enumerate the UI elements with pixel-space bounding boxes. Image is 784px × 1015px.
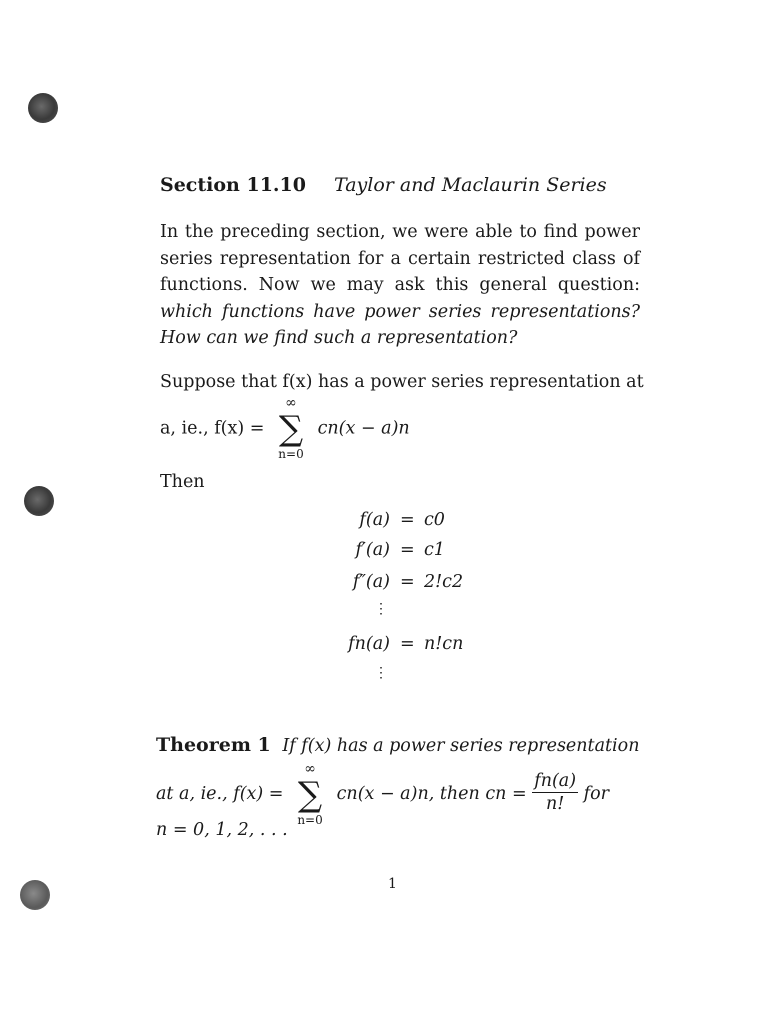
theorem-for: for [583, 784, 610, 804]
sum-upper-limit: ∞ [304, 760, 316, 777]
intro-question-text: which functions have power series representations? How can we find such a representation? [160, 301, 640, 348]
theorem-line-1 [156, 734, 638, 756]
equation-equals: = [400, 510, 415, 530]
series-definition-line [160, 395, 410, 461]
equation-rhs: 2!c2 [424, 572, 464, 592]
punch-hole [28, 93, 58, 123]
theorem-line-3: n = 0, 1, 2, . . . [156, 820, 288, 840]
section-title: Taylor and Maclaurin Series [334, 174, 607, 196]
theorem-series-term: cn(x − a)n, then cn = [336, 784, 527, 804]
punch-hole [24, 486, 54, 516]
then-label: Then [160, 472, 205, 492]
fraction-denominator: n! [545, 794, 565, 814]
section-heading [160, 174, 607, 196]
fraction-numerator: fn(a) [534, 771, 577, 791]
suppose-line: Suppose that f(x) has a power series representation at [160, 372, 644, 392]
section-number: Section 11.10 [160, 174, 306, 196]
intro-paragraph [160, 219, 640, 352]
series-prefix: a, ie., f(x) = [160, 418, 265, 439]
equation-rhs: c1 [424, 540, 445, 560]
sum-lower-limit: n=0 [278, 447, 304, 461]
intro-plain-text: In the preceding section, we were able to find power series representation for a certain restricted class of functions. Now we may ask this general question: [160, 222, 640, 295]
summation-sign: ∞ ∑ n=0 [274, 412, 308, 446]
equation-equals: = [400, 572, 415, 592]
punch-hole [20, 880, 50, 910]
equation-rhs: n!cn [424, 634, 464, 654]
theorem-line-2 [156, 760, 638, 827]
vertical-ellipsis: ⋮ [374, 665, 388, 681]
equation-lhs: f′(a) [355, 540, 390, 560]
series-term: cn(x − a)n [317, 418, 410, 439]
theorem-label: Theorem 1 [156, 734, 271, 756]
theorem-hypothesis: If f(x) has a power series representation [282, 736, 640, 756]
summation-sign: ∞ ∑ n=0 [293, 778, 327, 812]
equation-lhs: fn(a) [348, 634, 390, 654]
equation-equals: = [400, 540, 415, 560]
equation-lhs: f″(a) [352, 572, 390, 592]
equation-lhs: f(a) [359, 510, 390, 530]
vertical-ellipsis: ⋮ [374, 601, 388, 617]
equation-equals: = [400, 634, 415, 654]
equation-rhs: c0 [424, 510, 445, 530]
sum-lower-limit: n=0 [297, 812, 323, 827]
page-number: 1 [388, 876, 397, 892]
coefficient-fraction [532, 770, 578, 815]
sum-upper-limit: ∞ [285, 395, 297, 411]
theorem-series-prefix: at a, ie., f(x) = [156, 784, 284, 804]
